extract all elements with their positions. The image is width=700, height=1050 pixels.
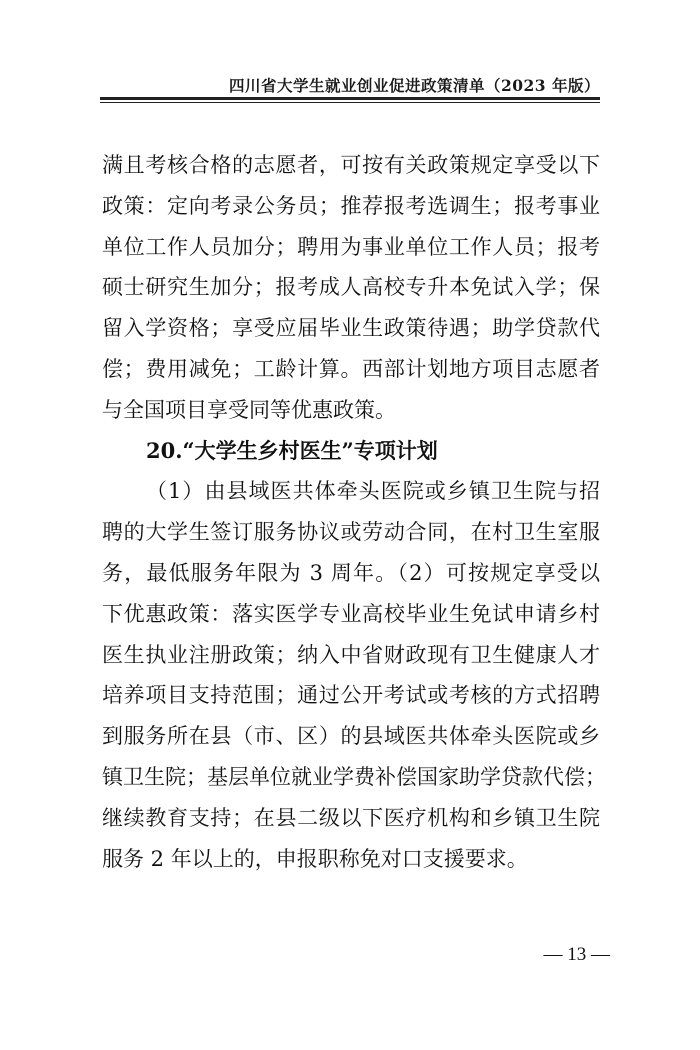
- page-number: — 13 —: [543, 944, 610, 965]
- text-line: 务，最低服务年限为 3 周年。（2）可按规定享受以: [102, 560, 600, 585]
- text-line: 单位工作人员加分；聘用为事业单位工作人员；报考: [102, 234, 600, 259]
- text-line: 硕士研究生加分；报考成人高校专升本免试入学；保: [102, 275, 600, 300]
- text-line: 偿；费用减免；工龄计算。西部计划地方项目志愿者: [102, 356, 600, 381]
- document-body: [102, 145, 606, 879]
- text-line: 服务 2 年以上的，申报职称免对口支援要求。: [102, 846, 528, 871]
- text-line: 与全国项目享受同等优惠政策。: [102, 397, 396, 422]
- header-rule-thick: [100, 97, 600, 100]
- text-line: 培养项目支持范围；通过公开考试或考核的方式招聘: [102, 683, 600, 708]
- text-line: 留入学资格；享受应届毕业生政策待遇；助学贷款代: [102, 316, 600, 341]
- text-line: 聘的大学生签订服务协议或劳动合同，在村卫生室服: [102, 520, 600, 545]
- paragraph-rural-doctor-plan: [102, 471, 606, 879]
- text-line: 政策：定向考录公务员；推荐报考选调生；报考事业: [102, 193, 600, 218]
- text-line: （1）由县域医共体牵头医院或乡镇卫生院与招: [146, 479, 600, 504]
- text-line: 满且考核合格的志愿者，可按有关政策规定享受以下: [102, 153, 600, 177]
- header-rule-thin: [100, 102, 600, 103]
- text-line: 继续教育支持；在县二级以下医疗机构和乡镇卫生院: [102, 805, 600, 830]
- running-header: 四川省大学生就业创业促进政策清单（2023 年版）: [228, 76, 600, 95]
- text-line: 到服务所在县（市、区）的县域医共体牵头医院或乡: [102, 724, 600, 749]
- text-line: 医生执业注册政策；纳入中省财政现有卫生健康人才: [102, 642, 600, 667]
- paragraph-volunteer-policy: [102, 145, 600, 431]
- section-heading: 20.“大学生乡村医生”专项计划: [146, 437, 438, 463]
- text-line: 镇卫生院；基层单位就业学费补偿国家助学贷款代偿；: [102, 764, 606, 789]
- text-line: 下优惠政策：落实医学专业高校毕业生免试申请乡村: [102, 601, 600, 626]
